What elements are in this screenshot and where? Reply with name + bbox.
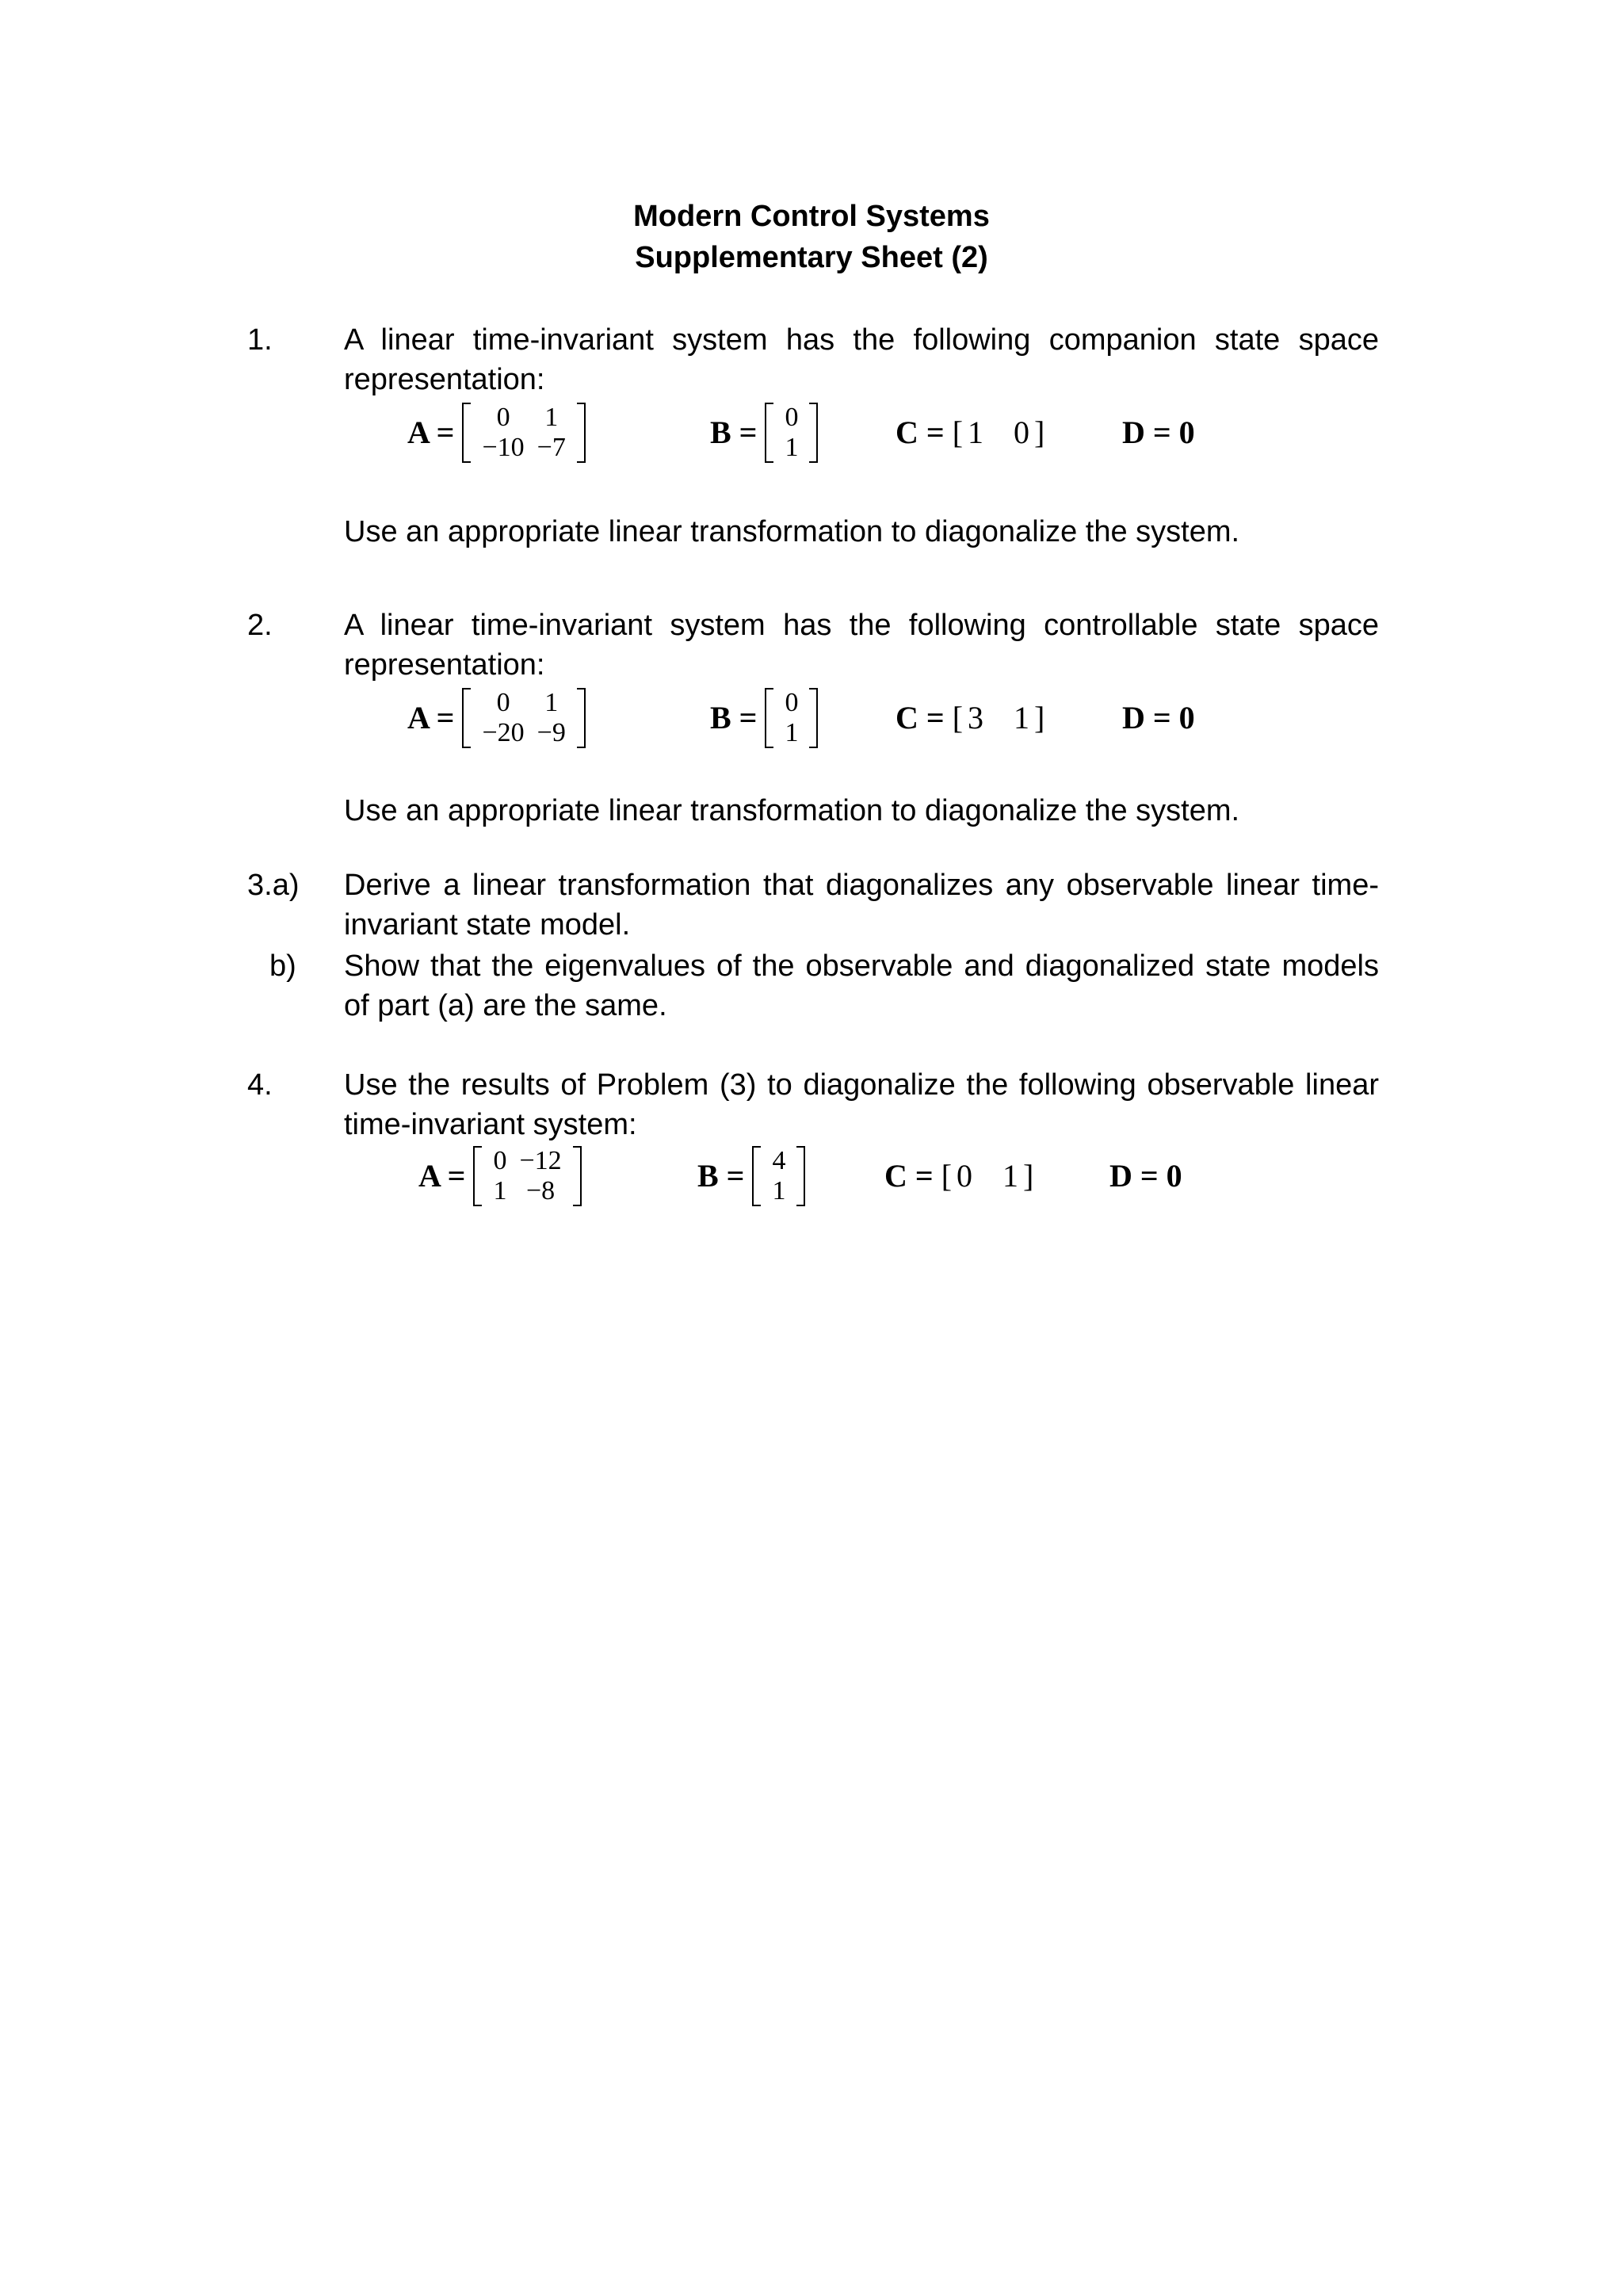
problem-1-statement: A linear time-invariant system has the following companion state space representation: [344, 323, 1379, 396]
problem-2-matrix-b [710, 688, 818, 748]
problem-1-matrix-d: D = 0 [1122, 415, 1195, 450]
problem-1-matrix-c: C = [ 1 0 ] [896, 415, 1045, 450]
matrix-label: B = [710, 415, 758, 450]
matrix-cell: 1 [785, 433, 799, 462]
matrix-label: A = [407, 415, 455, 450]
matrix-label: C = [884, 1158, 934, 1194]
matrix-cell: −12 [519, 1146, 562, 1175]
matrix-cell: 1 [1002, 1158, 1019, 1194]
matrix-cell: 1 [968, 415, 984, 450]
matrix-label: B = [710, 700, 758, 735]
problem-1-matrix-b [710, 403, 818, 463]
matrix-label: C = [896, 700, 945, 735]
document-subtitle: Supplementary Sheet (2) [635, 241, 988, 274]
problem-3b-number: b) [269, 949, 296, 983]
problem-2-task: Use an appropriate linear transformation to diagonalize the system. [344, 794, 1240, 827]
problem-2-number: 2. [247, 609, 273, 642]
problem-3a-text: Derive a linear transformation that diagonalizes any observable linear time-invariant state model. [344, 869, 1379, 942]
matrix-cell: 1 [544, 688, 559, 717]
matrix-label: B = [697, 1158, 745, 1194]
problem-2-matrix-d: D = 0 [1122, 700, 1195, 735]
problem-4-matrix-d: D = 0 [1109, 1158, 1182, 1194]
problem-2-matrix-c: C = [ 3 1 ] [896, 700, 1045, 735]
matrix-cell: 3 [968, 700, 984, 735]
matrix-cell: 0 [496, 403, 510, 432]
matrix-label: A = [407, 700, 455, 735]
matrix-cell: 0 [785, 688, 799, 717]
matrix-cell: −10 [482, 433, 525, 462]
problem-4-statement: Use the results of Problem (3) to diagonalize the following observable linear time-invariant system: [344, 1068, 1379, 1141]
matrix-cell: 0 [493, 1146, 507, 1175]
problem-4-matrix-b [697, 1146, 805, 1206]
problem-4-matrix-a [418, 1146, 582, 1206]
matrix-cell: −8 [525, 1176, 556, 1205]
matrix-cell: 0 [785, 403, 799, 432]
matrix-cell: 1 [1014, 700, 1030, 735]
matrix-label: C = [896, 415, 945, 450]
problem-1-task: Use an appropriate linear transformation to diagonalize the system. [344, 515, 1240, 548]
problem-2-statement: A linear time-invariant system has the following controllable state space representation: [344, 609, 1379, 682]
problem-1-number: 1. [247, 323, 273, 357]
matrix-cell: −9 [537, 718, 566, 747]
problem-4-matrix-c: C = [ 0 1 ] [884, 1158, 1034, 1194]
problem-3b-text: Show that the eigenvalues of the observable and diagonalized state models of part (a) are the same. [344, 949, 1379, 1022]
matrix-cell: 0 [496, 688, 510, 717]
matrix-cell: 1 [772, 1176, 786, 1205]
problem-3a-number: 3.a) [247, 869, 300, 902]
document-title: Modern Control Systems [633, 200, 990, 233]
matrix-cell: 0 [957, 1158, 973, 1194]
matrix-cell: 1 [785, 718, 799, 747]
matrix-label: A = [418, 1158, 466, 1194]
matrix-cell: 0 [1014, 415, 1030, 450]
matrix-cell: −20 [482, 718, 525, 747]
matrix-cell: −7 [537, 433, 566, 462]
problem-2-matrix-a [407, 688, 586, 748]
matrix-cell: 4 [772, 1146, 786, 1175]
problem-1-matrix-a [407, 403, 586, 463]
matrix-cell: 1 [544, 403, 559, 432]
problem-4-number: 4. [247, 1068, 273, 1102]
matrix-cell: 1 [493, 1176, 507, 1205]
